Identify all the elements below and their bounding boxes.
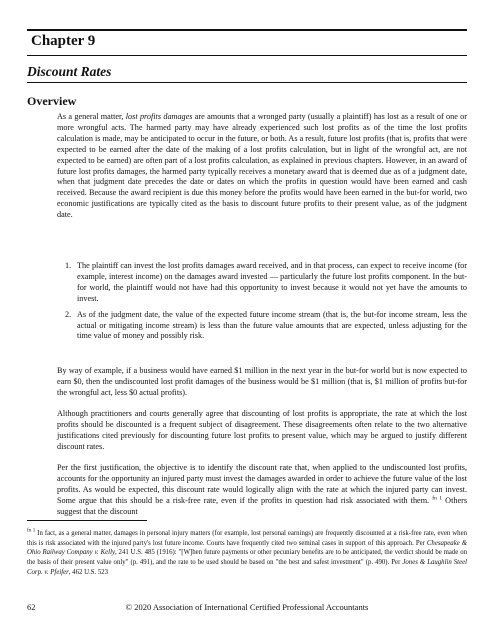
list-item xyxy=(57,310,467,343)
chapter-title: Chapter 9 xyxy=(31,33,96,49)
footnote-text-b: , 241 U.S. 485 (1916): "[W]hen future payments or other pecuniary benefits are to be anticipated, the verdict should be made on the basis of their present value only" (p. 491), and the rate to be used should be based on "the best and safest investment" (p. 490). Per xyxy=(27,549,467,567)
paragraph-disagreement: Although practitioners and courts generally agree that discounting of lost profits is appropriate, the rate at which the lost profits should be discounted is a frequent subject of disagreement. These disagreements often relate to the two alternative justifications cited previously for discounting future lost profits to present value, which may be argued to justify different discount rates. xyxy=(57,409,467,451)
chapter-rule-top xyxy=(27,29,467,31)
footnote xyxy=(27,529,467,578)
list-item-text: The plaintiff can invest the lost profits damages award received, and in that process, can expect to receive income (for example, interest income) on the damages award invested — particularly the future lost profits component. In the but-for world, the plaintiff would not have had this opportunity to invest because it would not yet have the amounts to invest. xyxy=(77,261,467,303)
paragraph-intro xyxy=(57,112,467,221)
term-lost-profits-damages: lost profits damages xyxy=(125,112,193,121)
footnote-case-chesapeake: Chesapeake & Ohio Railway Company v. Kelly xyxy=(27,539,467,557)
footnote-rule xyxy=(27,520,147,521)
overview-heading: Overview xyxy=(27,94,77,108)
list-item xyxy=(57,261,467,305)
paragraph-first-justification-after: Others suggest that the discount xyxy=(57,495,468,516)
paragraph-first-justification xyxy=(57,463,467,518)
paragraph-intro-lead: As a general matter, xyxy=(57,112,126,121)
section-rule xyxy=(27,82,467,83)
copyright-notice: © 2020 Association of International Certified Professional Accountants xyxy=(125,602,369,612)
footnote-mark: fn 1 xyxy=(27,528,36,534)
paragraph-first-justification-text: Per the first justification, the objective is to identify the discount rate that, when applied to the undiscounted lost profits, accounts for the opportunity an injured party must invest the damages awarded in order to achieve the future value of the lost profits. As would be expected, this discount rate would logically align with the rate at which the injured party can invest. Some argue that this should be a risk-free rate, even if the profits in question had risk associated with them. xyxy=(57,463,467,505)
paragraph-example: By way of example, if a business would have earned $1 million in the next year in the but-for world but is now expected to earn $0, then the undiscounted lost profit damages of the business would be $1 million (that is, $1 million of profits but-for the wrongful act, less $0 actual profits). xyxy=(57,366,467,397)
footnote-text-a: In fact, as a general matter, damages in personal injury matters (for example, lost personal earnings) are frequently discounted at a risk-free rate, even when this is risk associated with the injured party's lost future income. Courts have frequently cited two seminal cases in support of this approach. Per xyxy=(27,530,467,547)
footnote-reference-link[interactable]: fn 1 xyxy=(432,494,443,501)
footnote-case-jones: Jones & Laughlin Steel Corp. v. Pfeifer xyxy=(27,559,467,576)
chapter-rule-bottom xyxy=(27,55,467,56)
justification-list xyxy=(57,261,467,347)
list-item-text: As of the judgment date, the value of the expected future income stream (that is, the but-for income stream, less the actual or mitigating income stream) is less than the future value amounts that are expected, unless adjusting for the time value of money and possibly risk. xyxy=(77,309,467,341)
list-item-number: 2. xyxy=(65,309,72,319)
footnote-text-c: , 462 U.S. 523 xyxy=(68,568,109,576)
section-title: Discount Rates xyxy=(27,64,112,79)
list-item-number: 1. xyxy=(65,261,72,270)
page-number: 62 xyxy=(27,602,36,612)
paragraph-intro-rest: are amounts that a wronged party (usually a plaintiff) has lost as a result of one or more wrongful acts. The harmed party may have already experienced such lost profits as of the time the lost profits calculation is made, may be anticipated to occur in the future, or both. As a result, future lost profits (that is, profits that were expected to be earned after the date of the making of a lost profits calculation, but in light of the wrongful act, are not expected to be earned) are often part of a lost profits calculation, as explained in previous chapters. However, in an award of future lost profits damages, the harmed party typically receives a monetary award that is deemed due as of a judgment date, when that judgment date precedes the date or dates on which the profits in question would have been earned and cash received. Because the award recipient is due this money before the profits would have been earned in the but-for world, two economic justifications are typically cited as the basis to discount future profits to their present value, as of the judgment date. xyxy=(57,112,467,220)
